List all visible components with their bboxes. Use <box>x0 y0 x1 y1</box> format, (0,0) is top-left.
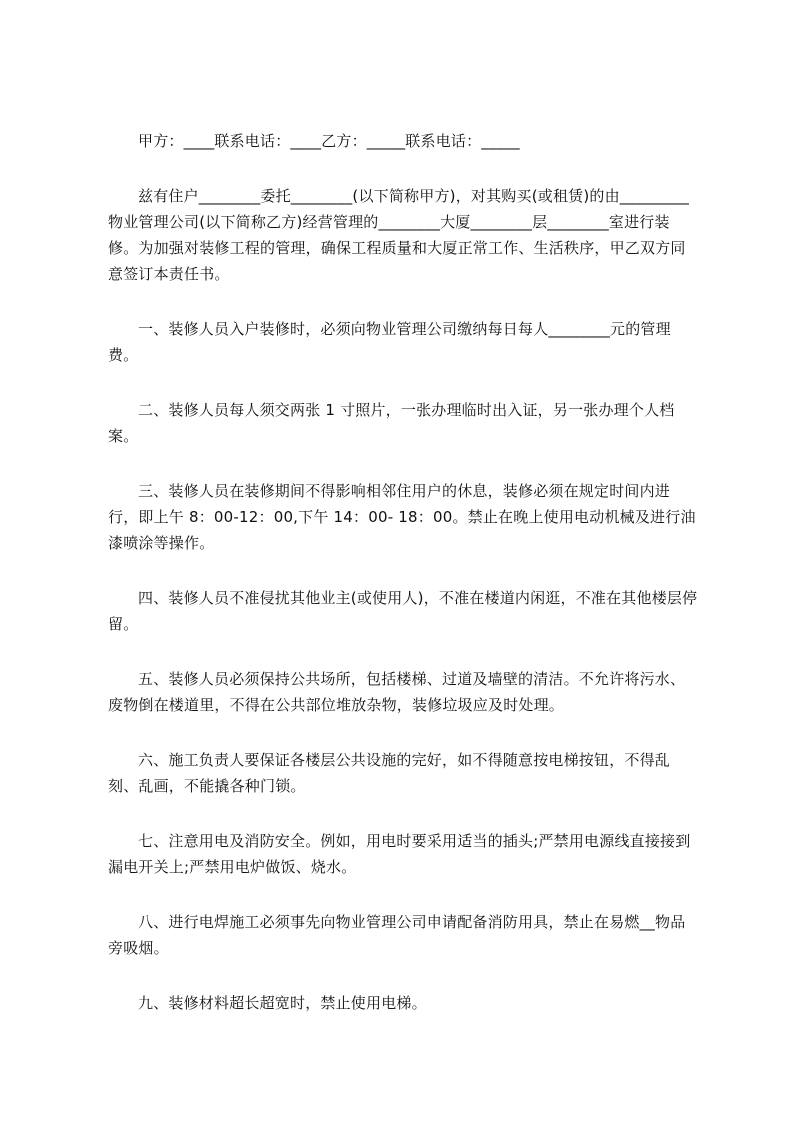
clause-7: 七、注意用电及消防安全。例如，用电时要采用适当的插头;严禁用电源线直接接到漏电开关上;严禁用电炉做饭、烧水。 <box>108 832 691 876</box>
clause-8: 八、进行电焊施工必须事先向物业管理公司申请配备消防用具，禁止在易燃__物品旁吸烟。 <box>108 913 686 957</box>
clause-2: 二、装修人员每人须交两张 1 寸照片，一张办理临时出入证，另一张办理个人档案。 <box>108 401 675 445</box>
clause-1: 一、装修人员入户装修时，必须向物业管理公司缴纳每日每人________元的管理费。 <box>108 320 671 364</box>
intro-paragraph: 兹有住户________委托________(以下简称甲方)，对其购买(或租赁)的由_________物业管理公司(以下简称乙方)经营管理的________大厦________层________室进行装修。为加强对装修工程的管理，确保工程质量和大厦正常工作、生活秩序，甲乙双方同意签订本责任书。 <box>108 187 690 283</box>
clause-9: 九、装修材料超长超宽时，禁止使用电梯。 <box>138 994 427 1012</box>
clause-6: 六、施工负责人要保证各楼层公共设施的完好，如不得随意按电梯按钮，不得乱刻、乱画，不能撬各种门锁。 <box>108 751 671 795</box>
document-body <box>108 128 700 1016</box>
clause-5: 五、装修人员必须保持公共场所，包括楼梯、过道及墙壁的清洁。不允许将污水、废物倒在楼道里，不得在公共部位堆放杂物，装修垃圾应及时处理。 <box>108 670 686 714</box>
party-contact-line: 甲方：____联系电话：____乙方：_____联系电话：_____ <box>138 132 520 150</box>
clause-3: 三、装修人员在装修期间不得影响相邻住用户的休息，装修必须在规定时间内进行，即上午 8：00-12：00,下午 14：00- 18：00。禁止在晚上使用电动机械及进行油漆喷涂等操作。 <box>108 482 696 552</box>
clause-4: 四、装修人员不准侵扰其他业主(或使用人)，不准在楼道内闲逛，不准在其他楼层停留。 <box>108 589 698 633</box>
